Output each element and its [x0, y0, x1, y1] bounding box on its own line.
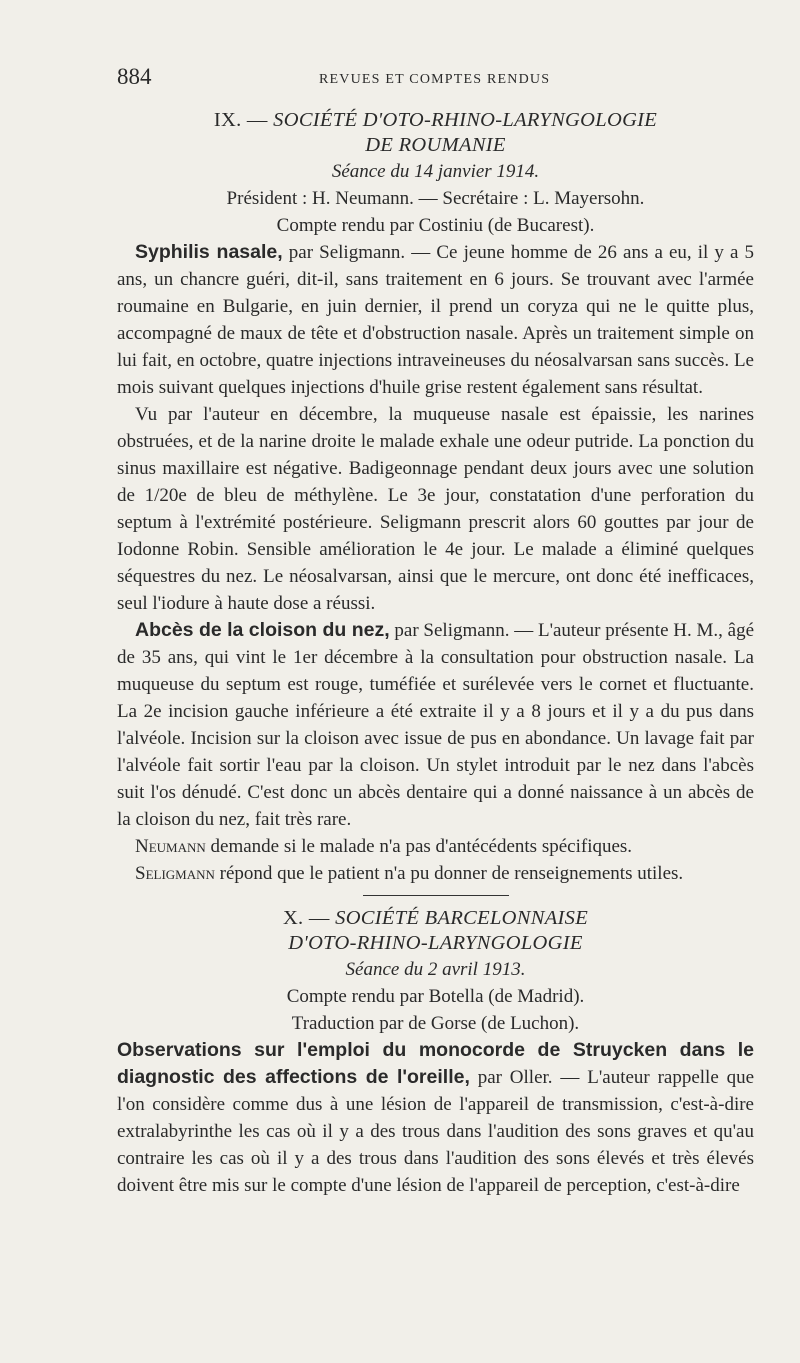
- section-x-translation-by: Traduction par de Gorse (de Luchon).: [291, 1013, 580, 1034]
- page-number: 884: [117, 64, 152, 89]
- article-text: — Ce jeune homme de 26 ans a eu, il y a 5 ans, un chancre guéri, dit-il, sans traitement en 6 jours. Se trouvant avec l'armée roumaine en Bulgarie, en juin dernier, il prend un coryza qui ne le quitte plus, accompagné de maux de tête et d'obstruction nasale. Après un traitement simple on lui fait, en octobre, quatre injections intraveineuses du néosalvarsan sans succès. Le mois suivant quelques injections d'huile grise restent également sans résultat.: [117, 242, 755, 398]
- article-title: Syphilis nasale,: [135, 241, 283, 263]
- section-ix-session: Séance du 14 janvier 1914.: [331, 161, 540, 182]
- section-ix-report-by: Compte rendu par Costiniu (de Bucarest).: [276, 215, 595, 236]
- section-x-heading: [117, 906, 754, 956]
- section-ix-heading: [117, 108, 754, 158]
- article-syphilis-nasale: [117, 239, 754, 401]
- article-author: par Oller.: [477, 1067, 553, 1088]
- article-paragraph: Vu par l'auteur en décembre, la muqueuse nasale est épaissie, les narines obstruées, et de la narine droite le malade exhale une odeur putride. La ponction du sinus maxillaire est négative. Badigeonnage pendant deux jours avec une solution de 1/20e de bleu de méthylène. Le 3e jour, constatation d'une perforation du septum à l'extrémité postérieure. Seligmann prescrit alors 60 gouttes par jour de Iodonne Robin. Sensible amélioration le 4e jour. Le malade a éliminé quelques séquestres du nez. Le néosalvarsan, ainsi que le mercure, ont donc été inefficaces, seul l'iodure à haute dose a réussi.: [117, 404, 754, 614]
- section-ix-officers: Président : H. Neumann. — Secrétaire : L. Mayersohn.: [226, 188, 645, 209]
- person-name: Seligmann: [135, 863, 215, 884]
- article-paragraph: [117, 833, 754, 860]
- section-ix-number: IX. —: [213, 109, 268, 131]
- section-divider: [363, 895, 509, 896]
- article-title: Observations sur l'emploi du monocorde de Struycken dans le diagnostic des affections de l'oreille,: [117, 1039, 754, 1088]
- article-author: par Seligmann.: [394, 620, 510, 641]
- article-text: — L'auteur rappelle que l'on considère comme dus à une lésion de l'appareil de transmission, c'est-à-dire extralabyrinthe les cas où il y a des trous dans l'audition des sons graves et qu'au contraire les cas où il y a des trous dans l'audition des sons élevés et très élevés doivent être mis sur le compte d'une lésion de l'appareil de perception, c'est-à-dire: [117, 1067, 755, 1196]
- article-author: par Seligmann.: [288, 242, 406, 263]
- paragraph-text: demande si le malade n'a pas d'antécédents spécifiques.: [210, 836, 633, 857]
- section-x-session: Séance du 2 avril 1913.: [345, 959, 526, 980]
- article-title: Abcès de la cloison du nez,: [135, 619, 390, 641]
- article-monocorde-struycken: [117, 1037, 754, 1199]
- section-x-title-line2: D'OTO-RHINO-LARYNGOLOGIE: [288, 932, 583, 954]
- section-x-report-by: Compte rendu par Botella (de Madrid).: [286, 986, 585, 1007]
- article-paragraph: [117, 860, 754, 887]
- paragraph-text: répond que le patient n'a pu donner de renseignements utiles.: [219, 863, 684, 884]
- person-name: Neumann: [135, 836, 206, 857]
- article-text: — L'auteur présente H. M., âgé de 35 ans, qui vint le 1er décembre à la consultation pour obstruction nasale. La muqueuse du septum est rouge, tuméfiée et surélevée vers le cornet et fluctuante. La 2e incision gauche inférieure a été extraite il y a 8 jours et il y a du pus dans l'alvéole. Incision sur la cloison avec issue de pus en abondance. Un lavage fait par l'alvéole fait sortir l'eau par la cloison. Un stylet introduit par le nez dans l'abcès suit l'os dénudé. C'est donc un abcès dentaire qui a donné naissance à un abcès de la cloison du nez, fait très rare.: [117, 620, 755, 830]
- running-head: REVUES ET COMPTES RENDUS: [319, 72, 551, 87]
- text-column: [117, 108, 754, 1199]
- article-abces-cloison: [117, 617, 754, 833]
- section-x-number: X. —: [282, 907, 330, 929]
- section-ix-title-line1: SOCIÉTÉ D'OTO-RHINO-LARYNGOLOGIE: [273, 109, 658, 131]
- section-x-title-line1: SOCIÉTÉ BARCELONNAISE: [335, 907, 589, 929]
- section-ix-title-line2: DE ROUMANIE: [365, 134, 506, 156]
- page-header: [117, 64, 750, 98]
